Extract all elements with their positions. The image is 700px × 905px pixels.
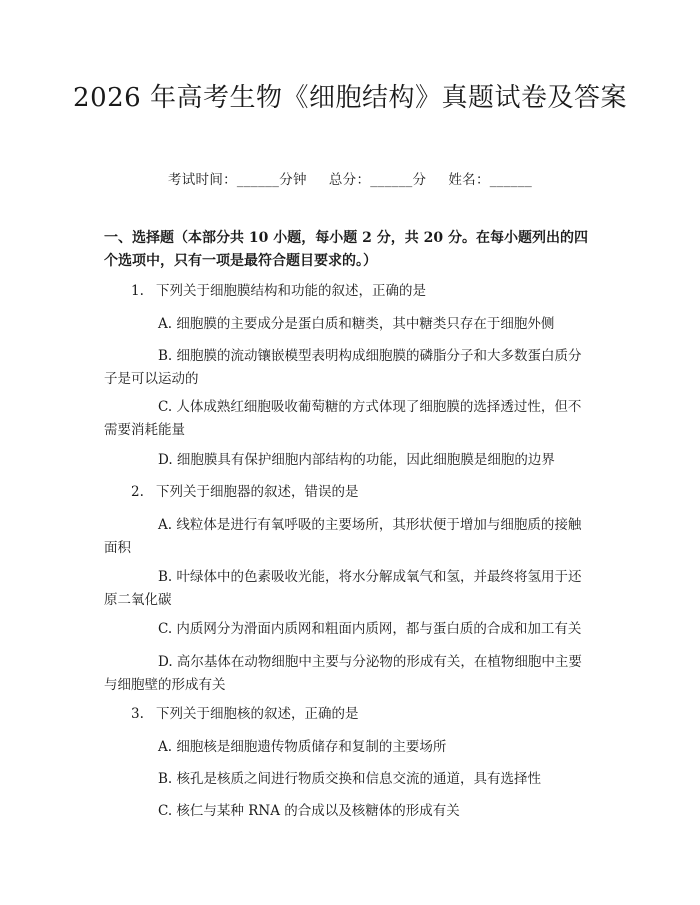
option-item: A. 细胞膜的主要成分是蛋白质和糖类，其中糖类只存在于细胞外侧 (158, 316, 555, 332)
question-text: 下列关于细胞核的叙述，正确的是 (156, 706, 359, 722)
exam-time-field: 考试时间：______分钟 (167, 172, 307, 188)
section-heading: 一、选择题（本部分共 10 小题，每小题 2 分，共 20 分。在每小题列出的四个选项中，只有一项是最符合题目要求的。） (104, 230, 588, 269)
option-item: A. 线粒体是进行有氧呼吸的主要场所，其形状便于增加与细胞质的接触面积 (104, 517, 582, 556)
page-title: 2026 年高考生物《细胞结构》真题试卷及答案 (73, 83, 627, 113)
option-item: C. 人体成熟红细胞吸收葡萄糖的方式体现了细胞膜的选择透过性，但不需要消耗能量 (104, 399, 582, 438)
question-stem (131, 481, 359, 504)
option-item: B. 叶绿体中的色素吸收光能，将水分解成氧气和氢，并最终将氢用于还原二氧化碳 (104, 569, 582, 608)
option-item: B. 核孔是核质之间进行物质交换和信息交流的通道，具有选择性 (158, 771, 542, 787)
option-item: D. 高尔基体在动物细胞中主要与分泌物的形成有关，在植物细胞中主要与细胞壁的形成有关 (104, 654, 582, 693)
question-stem (131, 703, 359, 726)
question-stem (131, 280, 426, 303)
exam-score-field: 总分：______分 (328, 172, 427, 188)
question-number: 3. (131, 706, 144, 722)
exam-name-field: 姓名：______ (448, 172, 533, 188)
question-text: 下列关于细胞器的叙述，错误的是 (156, 484, 359, 500)
option-item: C. 核仁与某种 RNA 的合成以及核糖体的形成有关 (158, 803, 460, 819)
question-number: 1. (131, 283, 144, 299)
option-item: D. 细胞膜具有保护细胞内部结构的功能，因此细胞膜是细胞的边界 (158, 452, 555, 468)
question-text: 下列关于细胞膜结构和功能的叙述，正确的是 (156, 283, 426, 299)
option-item: B. 细胞膜的流动镶嵌模型表明构成细胞膜的磷脂分子和大多数蛋白质分子是可以运动的 (104, 348, 582, 387)
question-number: 2. (131, 484, 144, 500)
exam-info-line (0, 168, 700, 188)
option-item: A. 细胞核是细胞遗传物质储存和复制的主要场所 (158, 739, 447, 755)
option-item: C. 内质网分为滑面内质网和粗面内质网，都与蛋白质的合成和加工有关 (158, 621, 582, 637)
